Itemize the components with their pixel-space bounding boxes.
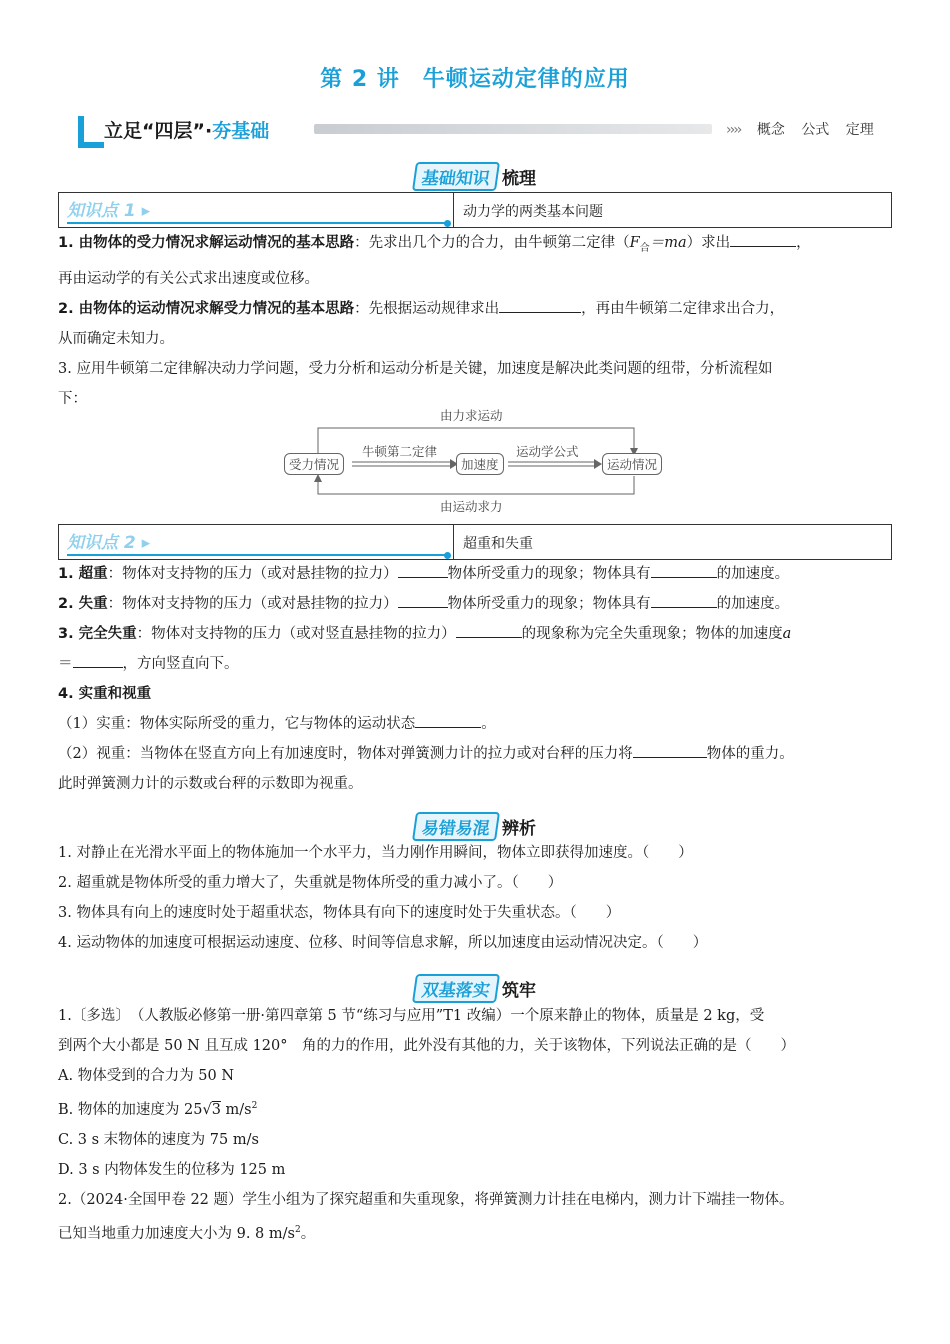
tag-theorem: 定理 — [845, 122, 874, 138]
section-practice-heading — [0, 974, 950, 1002]
answer-blank[interactable] — [415, 713, 481, 728]
answer-blank[interactable] — [456, 623, 522, 638]
section-rest: 筑牢 — [502, 981, 536, 1001]
judge-item: 1. 对静止在光滑水平面上的物体施加一个水平力，当力刚作用瞬间，物体立即获得加速度。（ ） — [58, 845, 693, 861]
banner-bar — [314, 124, 712, 134]
banner-title-highlight: 夯基础 — [212, 120, 270, 142]
section-badge: 基础知识 — [412, 162, 500, 191]
flow-arrow-label-kinematics: 运动学公式 — [516, 444, 579, 459]
judge-item: 2. 超重就是物体所受的重力增大了，失重就是物体所受的重力减小了。（ ） — [58, 875, 563, 891]
practice-questions — [58, 1001, 894, 1249]
kp1-tag: 知识点 1 ▸ — [67, 201, 151, 221]
dot-icon — [444, 220, 451, 227]
section-badge: 易错易混 — [412, 812, 500, 841]
kp1-topic: 动力学的两类基本问题 — [463, 204, 603, 220]
banner-title — [104, 116, 269, 143]
flow-bottom-label: 由运动求力 — [440, 499, 503, 514]
sqrt-icon: √ — [202, 1101, 212, 1118]
answer-blank[interactable] — [651, 593, 717, 608]
page-title: 第 2 讲 牛顿运动定律的应用 — [320, 67, 630, 92]
banner-logo-icon — [78, 116, 104, 148]
tag-concept: 概念 — [756, 122, 785, 138]
kp1-body: 1. 由物体的受力情况求解运动情况的基本思路：先求出几个力的合力，由牛顿第二定律$(F_合=ma)$求出 ， 再由运动学的有关公式求出速度或位移。 2. 由物体的运动情况求解受力情况的基本思路：先根据运动规律求出 ，再由牛顿第二定律求出合力， 从而确定未知力。 3. 应用牛顿第二定律解决动力学问题，受力分析和运动分析是关键，加速度是解决此类问题的纽带，分析流程如 下： — [58, 228, 894, 414]
answer-blank[interactable] — [398, 593, 448, 608]
kp1-item1: 1. 由物体的受力情况求解运动情况的基本思路：先求出几个力的合力，由牛顿第二定律$(F_合=ma)$求出 ， — [58, 228, 894, 264]
section-errors-heading — [0, 812, 950, 840]
section-badge: 双基落实 — [412, 974, 500, 1003]
q1-option-a[interactable]: A. 物体受到的合力为 50 N — [58, 1068, 235, 1084]
judge-item: 4. 运动物体的加速度可根据运动速度、位移、时间等信息求解，所以加速度由运动情况决定。（ ） — [58, 935, 708, 951]
q2-stem-cont: 已知当地重力加速度大小为 9. 8 $m/s^2$。 — [58, 1224, 316, 1242]
answer-blank[interactable] — [633, 743, 707, 758]
answer-blank[interactable] — [651, 563, 717, 578]
q1-stem: 1.〔多选〕 （人教版必修第一册·第四章第 5 节“练习与应用”T1 改编）一个原来静止的物体，质量是 2 kg，受 — [58, 1008, 765, 1024]
knowledge-point-1 — [58, 192, 892, 228]
section-rest: 辨析 — [502, 819, 536, 839]
answer-blank[interactable] — [398, 563, 448, 578]
flow-box-acceleration: 加速度 — [456, 453, 504, 475]
chevrons-icon: ›››› — [726, 122, 741, 138]
kp2-tag: 知识点 2 ▸ — [67, 533, 151, 553]
kp1-item2: 2. 由物体的运动情况求解受力情况的基本思路：先根据运动规律求出 ，再由牛顿第二定律求出合力， — [58, 294, 894, 324]
kp2-topic: 超重和失重 — [463, 536, 533, 552]
kp2-body: 1. 超重：物体对支持物的压力（或对悬挂物的拉力） 物体所受重力的现象；物体具有 的加速度。 2. 失重：物体对支持物的压力（或对悬挂物的拉力） 物体所受重力的现象；物体具有 的加速度。 3. 完全失重：物体对支持物的压力（或对竖直悬挂物的拉力） 的现象称为完全失重现象；物体的加速度a ＝ ，方向竖直向下。 4. 实重和视重 （1）实重：物体实际所受的重力，它与物体的运动状态 。 （2）视重：当物体在竖直方向上有加速度时，物体对弹簧测力计的拉力或对台秤的压力将 物体的重力。 此时弹簧测力计的示数或台秤的示数即为视重。 — [58, 559, 894, 799]
tag-formula: 公式 — [801, 122, 830, 138]
q1-option-b[interactable]: B. 物体的加速度为 25√3 $m/s^2$ — [58, 1101, 258, 1118]
answer-blank[interactable] — [499, 298, 581, 313]
banner-title-main: 立足“四层”· — [104, 120, 213, 142]
knowledge-point-2 — [58, 524, 892, 560]
answer-blank[interactable] — [73, 653, 123, 668]
section-banner — [78, 112, 898, 152]
q2-stem: 2.（2024·全国甲卷 22 题）学生小组为了探究超重和失重现象，将弹簧测力计挂在电梯内，测力计下端挂一物体。 — [58, 1191, 794, 1208]
section-basics-heading — [0, 162, 950, 190]
section-rest: 梳理 — [502, 169, 536, 189]
flow-top-label: 由力求运动 — [440, 408, 503, 423]
q1-stem-cont: 到两个大小都是 50 N 且互成 120° 角的力的作用，此外没有其他的力，关于该物体，下列说法正确的是（ ） — [58, 1038, 795, 1054]
answer-blank[interactable] — [730, 232, 796, 247]
dot-icon — [444, 552, 451, 559]
judgement-list — [58, 838, 894, 958]
q1-option-c[interactable]: C. 3 s 末物体的速度为 75 m/s — [58, 1131, 259, 1148]
analysis-flowchart — [280, 404, 670, 516]
banner-tags — [714, 119, 874, 139]
flow-arrow-label-newton: 牛顿第二定律 — [362, 444, 438, 459]
flow-box-force: 受力情况 — [284, 453, 344, 475]
judge-item: 3. 物体具有向上的速度时处于超重状态，物体具有向下的速度时处于失重状态。（ ） — [58, 905, 621, 921]
q1-option-d[interactable]: D. 3 s 内物体发生的位移为 125 m — [58, 1161, 286, 1178]
flow-box-motion: 运动情况 — [602, 453, 662, 475]
